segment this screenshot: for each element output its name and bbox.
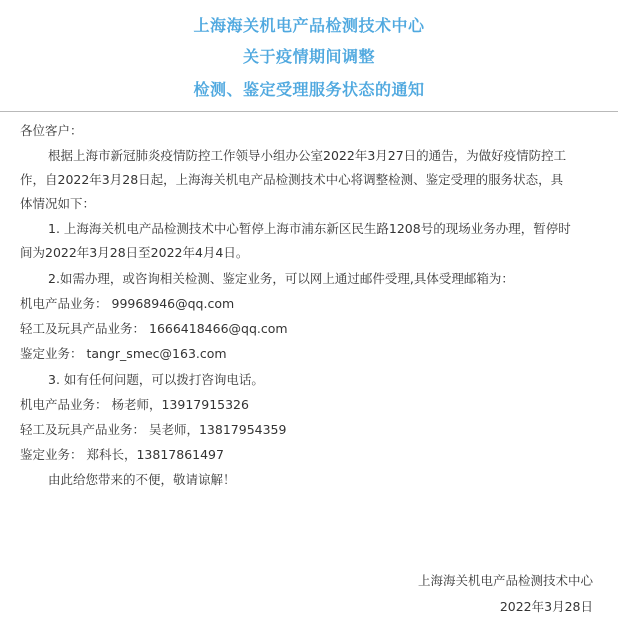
title-line-1: 上海海关机电产品检测技术中心: [193, 16, 425, 35]
notice-header: [0, 0, 618, 112]
paragraph-1-line-3: 体情况如下：: [20, 196, 96, 211]
email-link-1[interactable]: 99968946@qq.com: [111, 296, 235, 311]
phone-row-2: 轻工及玩具产品业务： 吴老师，13817954359: [20, 422, 287, 437]
phone-row-3: 鉴定业务： 郑科长，13817861497: [20, 447, 224, 462]
email-row-2: [20, 321, 600, 337]
signature-org: 上海海关机电产品检测技术中心: [417, 573, 593, 588]
item-2: 2.如需办理，或咨询相关检测、鉴定业务，可以网上通过邮件受理,具体受理邮箱为：: [48, 271, 514, 286]
paragraph-1-line-1: 根据上海市新冠肺炎疫情防控工作领导小组办公室2022年3月27日的通告，为做好疫情防控工: [48, 148, 567, 163]
salutation: 各位客户：: [20, 123, 83, 138]
email-link-3[interactable]: tangr_smec@163.com: [86, 346, 227, 361]
closing-line: 由此给您带来的不便，敬请谅解！: [48, 472, 236, 487]
email-label-2: 轻工及玩具产品业务：: [20, 321, 146, 336]
item-1-line-2: 间为2022年3月28日至2022年4月4日。: [20, 245, 249, 260]
signature-date: 2022年3月28日: [499, 599, 593, 614]
title-line-2: 关于疫情期间调整: [242, 47, 375, 66]
phone-row-1: 机电产品业务： 杨老师，13917915326: [20, 397, 249, 412]
email-link-2[interactable]: 1666418466@qq.com: [149, 321, 288, 336]
email-row-3: [20, 346, 600, 362]
email-label-1: 机电产品业务：: [20, 296, 108, 311]
paragraph-1-line-2: 作，自2022年3月28日起，上海海关机电产品检测技术中心将调整检测、鉴定受理的服务状态，具: [20, 172, 564, 187]
email-row-1: [20, 296, 600, 312]
title-line-3: 检测、鉴定受理服务状态的通知: [193, 80, 425, 99]
item-1-line-1: 1. 上海海关机电产品检测技术中心暂停上海市浦东新区民生路1208号的现场业务办理，暂停时: [48, 221, 571, 236]
item-3: 3. 如有任何问题，可以拨打咨询电话。: [48, 372, 264, 387]
email-label-3: 鉴定业务：: [20, 346, 83, 361]
